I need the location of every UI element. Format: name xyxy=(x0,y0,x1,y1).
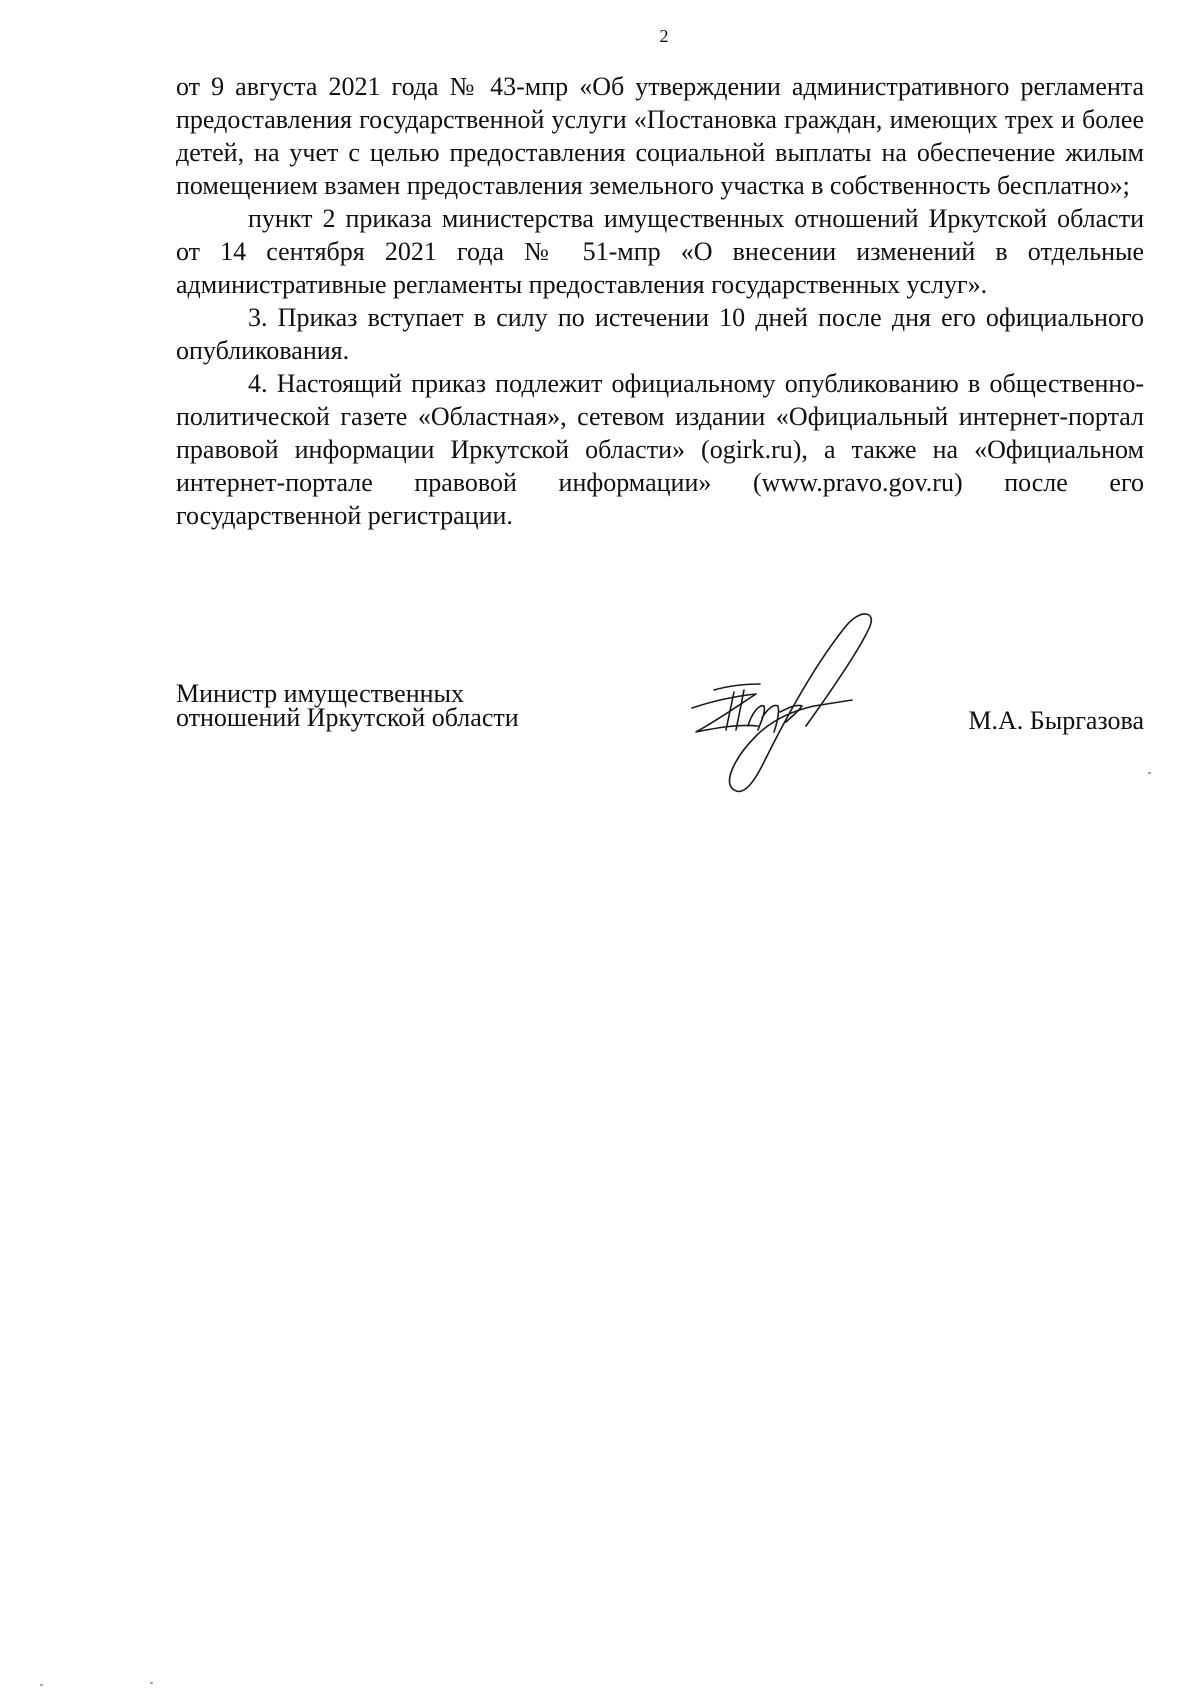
paragraph-item-2: пункт 2 приказа министерства имущественных отношений Иркутской области от 14 сентября 2021 года № 51-мпр «О внесении изменений в отдельные административные регламенты предоставления государственных услуг». xyxy=(176,204,1144,299)
signatory-title: Министр имущественных отношений Иркутской области xyxy=(176,679,519,732)
page-number: 2 xyxy=(659,26,669,46)
paragraph-item-3: 3. Приказ вступает в силу по истечении 10 дней после дня его официального опубликования. xyxy=(176,303,1144,365)
document-body xyxy=(176,70,1144,532)
signature-block xyxy=(176,679,1144,842)
scan-artifact xyxy=(40,1684,43,1686)
scan-artifact xyxy=(150,1682,153,1684)
signatory-name: М.А. Быргазова xyxy=(968,706,1144,735)
scan-artifact xyxy=(1148,772,1151,774)
paragraph-continuation: от 9 августа 2021 года № 43-мпр «Об утверждении административного регламента предоставления государственной услуги «Постановка граждан, имеющих трех и более детей, на учет с целью предоставления социальной выплаты на обеспечение жилым помещением взамен предоставления земельного участка в собственность бесплатно»; xyxy=(176,72,1144,200)
paragraph-item-4: 4. Настоящий приказ подлежит официальному опубликованию в общественно-политической газете «Областная», сетевом издании «Официальный интернет-портал правовой информации Иркутской области» (ogirk.ru), а также на «Официальном интернет-портале правовой информации» (www.pravo.gov.ru) после его государственной регистрации. xyxy=(176,369,1144,530)
handwritten-signature xyxy=(656,608,896,798)
